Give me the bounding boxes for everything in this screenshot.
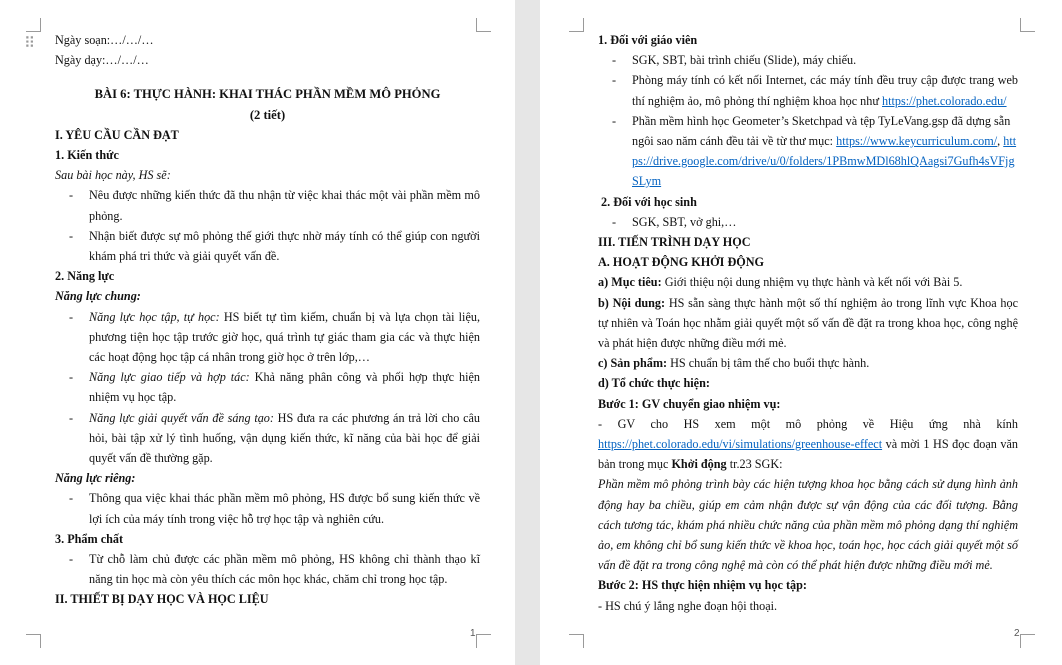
list-item[interactable]: - Phần mềm hình học Geometer’s Sketchpad và tệp TyLeVang.gsp đã dựng sẵn ngôi sao năm cánh đều tải về từ thư mục: https://www.keycurriculum.com/, https://drive.google.com/drive/u/0/folders/1PBmwMDl68hlQAagsi7Gufh4sVFjgSLym xyxy=(612,113,1017,189)
list-item[interactable]: - SGK, SBT, vở ghi,… xyxy=(612,214,737,229)
drag-handle-icon[interactable]: ⠿ xyxy=(24,34,35,52)
keycurriculum-link[interactable]: https://www.keycurriculum.com/ xyxy=(836,134,998,149)
specific-competence-heading[interactable]: Năng lực riêng: xyxy=(55,471,136,486)
phet-link[interactable]: https://phet.colorado.edu/ xyxy=(882,93,1007,108)
list-item[interactable]: - SGK, SBT, bài trình chiếu (Slide), máy chiếu. xyxy=(612,53,857,68)
competence-heading[interactable]: 2. Năng lực xyxy=(55,269,115,284)
list-item[interactable]: - Từ chỗ làm chủ được các phần mềm mô phỏng, HS không chỉ thành thạo kĩ năng tin học mà còn yêu thích các môn học khác, chăm chỉ trong học tập. xyxy=(69,552,480,587)
list-item[interactable]: - Nhận biết được sự mô phỏng thế giới thực nhờ máy tính có thể giúp con người khám phá tri thức và giải quyết vấn đề. xyxy=(69,228,480,264)
crop-mark xyxy=(477,634,491,635)
document-page-1 xyxy=(0,0,515,665)
lesson-title[interactable]: BÀI 6: THỰC HÀNH: KHAI THÁC PHẦN MỀM MÔ PHỎNG xyxy=(94,87,441,102)
page-number: 1 xyxy=(470,628,476,639)
goal-paragraph[interactable]: a) Mục tiêu: Giới thiệu nội dung nhiệm vụ thực hành và kết nối với Bài 5. xyxy=(598,275,963,290)
list-item[interactable]: - Phòng máy tính có kết nối Internet, các máy tính đều truy cập được trang web thí nghiệm ảo, mô phỏng thí nghiệm khoa học như https://phet.colorado.edu/ xyxy=(612,73,1018,108)
step-1-heading[interactable]: Bước 1: GV chuyển giao nhiệm vụ: xyxy=(598,396,781,411)
crop-mark xyxy=(1021,31,1035,32)
content-paragraph[interactable]: b) Nội dung: HS sẵn sàng thực hành một số thí nghiệm ảo trong lĩnh vực Khoa học tự nhiên và Toán học nhằm giải quyết một số vấn đề đặt ra trong khoa học, công nghệ và phát hiện được những điều mới mẻ. xyxy=(598,295,1018,351)
qualities-heading[interactable]: 3. Phẩm chất xyxy=(55,531,124,546)
crop-mark xyxy=(1020,18,1021,32)
student-heading[interactable]: 2. Đối với học sinh xyxy=(598,194,697,209)
crop-mark xyxy=(476,634,477,648)
general-competence-heading[interactable]: Năng lực chung: xyxy=(55,289,141,304)
crop-mark xyxy=(569,634,583,635)
crop-mark xyxy=(40,18,41,32)
list-item[interactable]: - Năng lực học tập, tự học: HS biết tự tìm kiếm, chuẩn bị và lựa chọn tài liệu, phương tiện học tập trước giờ học, quá trình tự giác tham gia các và thực hiện các hoạt động học tập cá nhân trong giờ học ở trên lớp,… xyxy=(69,309,480,365)
step-2-heading[interactable]: Bước 2: HS thực hiện nhiệm vụ học tập: xyxy=(598,578,807,593)
list-item[interactable]: - Nêu được những kiến thức đã thu nhận từ việc khai thác một vài phần mềm mô phỏng. xyxy=(69,188,480,223)
list-item[interactable]: - Năng lực giải quyết vấn đề sáng tạo: HS đưa ra các phương án trả lời cho câu hỏi, bài tập xử lý tình huống, vận dụng kiến thức, kĩ năng của bài học để giải quyết vấn đề thường gặp. xyxy=(69,410,480,466)
crop-mark xyxy=(569,31,583,32)
lesson-duration[interactable]: (2 tiết) xyxy=(249,107,286,122)
product-paragraph[interactable]: c) Sản phẩm: HS chuẩn bị tâm thế cho buổi thực hành. xyxy=(598,356,870,371)
organize-heading[interactable]: d) Tổ chức thực hiện: xyxy=(598,376,710,391)
crop-mark xyxy=(1021,634,1035,635)
activity-a-heading[interactable]: A. HOẠT ĐỘNG KHỞI ĐỘNG xyxy=(598,255,765,270)
greenhouse-link[interactable]: https://phet.colorado.edu/vi/simulations/greenhouse-effect xyxy=(598,437,883,452)
document-page-2 xyxy=(540,0,1062,665)
crop-mark xyxy=(1020,634,1021,648)
knowledge-heading[interactable]: 1. Kiến thức xyxy=(55,148,119,163)
section-2-heading[interactable]: II. THIẾT BỊ DẠY HỌC VÀ HỌC LIỆU xyxy=(55,592,269,607)
teacher-heading[interactable]: 1. Đối với giáo viên xyxy=(598,33,698,47)
crop-mark xyxy=(26,634,40,635)
date-taught[interactable]: Ngày dạy:…/…/… xyxy=(55,53,149,68)
crop-mark xyxy=(26,31,40,32)
date-prepared[interactable]: Ngày soạn:…/…/… xyxy=(55,33,154,47)
crop-mark xyxy=(40,634,41,648)
quote-paragraph[interactable]: Phần mềm mô phỏng trình bày các hiện tượng khoa học bằng cách sử dụng hình ảnh động hay ba chiều, giúp em cảm nhận được sự vận động của các đối tượng. Bằng cách tương tác, khám phá nhiều chức năng của phần mềm mô phỏng dạng thí nghiệm ảo, em không chỉ bổ sung kiến thức về khoa học, toán học, học cách giải quyết một số vấn đề đặt ra trong công nghệ mà còn có thể phát hiện được những điều mới mẻ. xyxy=(598,477,1018,573)
google-drive-link[interactable]: https://drive.google.com/drive/u/0/folders/1PBmwMDl68hlQAagsi7Gufh4sVFjgSLym xyxy=(632,134,1017,189)
page-2-body xyxy=(598,30,1018,616)
page-1-body xyxy=(55,30,480,610)
crop-mark xyxy=(583,18,584,32)
list-item[interactable]: - Năng lực giao tiếp và hợp tác: Khả năng phân công và phối hợp thực hiện nhiệm vụ học tập. xyxy=(69,370,480,405)
step-2-paragraph[interactable]: - HS chú ý lắng nghe đoạn hội thoại. xyxy=(598,598,778,613)
list-item[interactable]: - Thông qua việc khai thác phần mềm mô phỏng, HS được bổ sung kiến thức về lợi ích của máy tính trong việc hỗ trợ học tập và nghiên cứu. xyxy=(69,491,480,526)
page-number: 2 xyxy=(1014,628,1020,639)
crop-mark xyxy=(583,634,584,648)
section-3-heading[interactable]: III. TIẾN TRÌNH DẠY HỌC xyxy=(598,235,751,250)
section-1-heading[interactable]: I. YÊU CẦU CẦN ĐẠT xyxy=(55,127,179,142)
knowledge-intro[interactable]: Sau bài học này, HS sẽ: xyxy=(55,168,171,183)
step-1-paragraph[interactable]: - GV cho HS xem một mô phỏng về Hiệu ứng nhà kính https://phet.colorado.edu/vi/simulations/greenhouse-effect và mời 1 HS đọc đoạn văn bản trong mục Khởi động tr.23 SGK: xyxy=(598,416,1018,472)
